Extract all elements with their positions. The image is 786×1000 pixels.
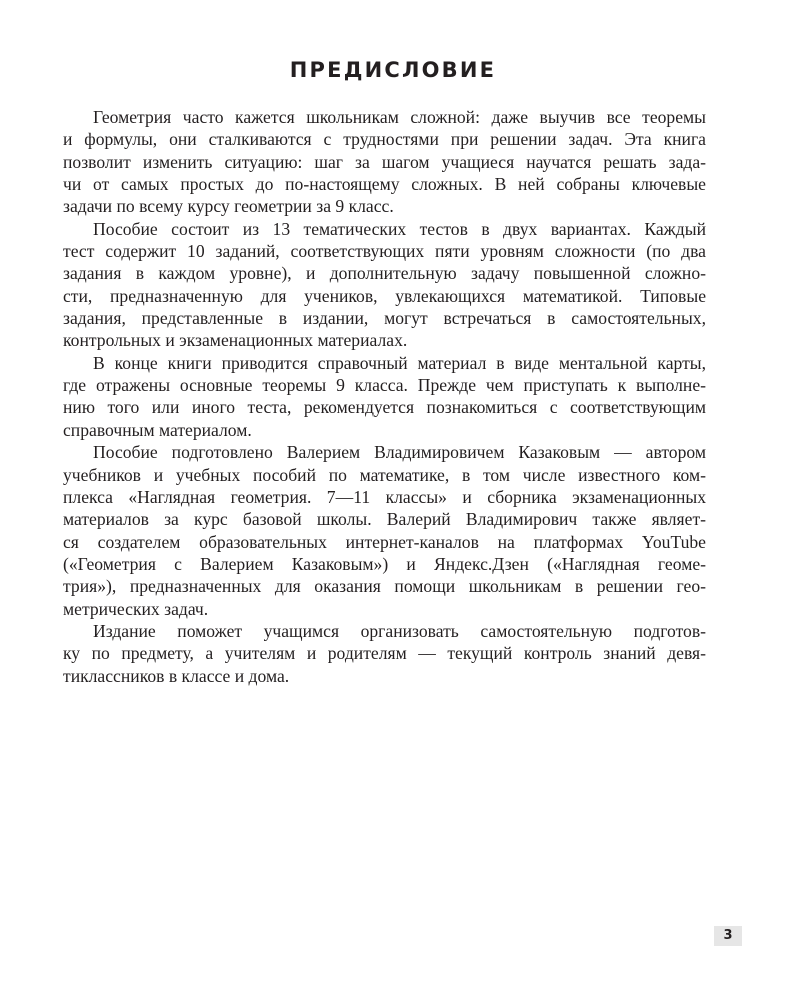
text-line: Пособие состоит из 13 тематических тестов в двух вариантах. Каждый xyxy=(93,218,706,239)
text-line: задачи по всему курсу геометрии за 9 класс. xyxy=(63,196,394,217)
paragraph xyxy=(63,218,706,352)
preface-body xyxy=(63,106,706,687)
text-line: сти, предназначенную для учеников, увлекающихся математикой. Типовые xyxy=(63,285,706,306)
text-line: справочным материалом. xyxy=(63,419,252,440)
text-line: метрических задач. xyxy=(63,598,209,619)
text-line: учебников и учебных пособий по математике, в том числе известного ком- xyxy=(63,464,706,485)
paragraph xyxy=(63,106,706,218)
text-line: позволит изменить ситуацию: шаг за шагом учащиеся научатся решать зада- xyxy=(63,151,706,172)
text-line: контрольных и экзаменационных материалах. xyxy=(63,330,408,351)
text-line: трия»), предназначенных для оказания помощи школьникам в решении гео- xyxy=(63,576,706,597)
paragraph xyxy=(63,441,706,620)
text-line: Издание поможет учащимся организовать самостоятельную подготов- xyxy=(93,620,706,641)
text-line: тест содержит 10 заданий, соответствующих пяти уровням сложности (по два xyxy=(63,241,706,262)
text-line: тиклассников в классе и дома. xyxy=(63,665,290,686)
text-line: ся создателем образовательных интернет-каналов на платформах YouTube xyxy=(63,531,706,552)
text-line: Геометрия часто кажется школьникам сложной: даже выучив все теоремы xyxy=(93,107,706,127)
paragraph xyxy=(63,352,706,441)
text-line: чи от самых простых до по-настоящему сложных. В ней собраны ключевые xyxy=(63,174,706,195)
text-line: и формулы, они сталкиваются с трудностями при решении задач. Эта книга xyxy=(63,129,706,150)
text-line: («Геометрия с Валерием Казаковым») и Яндекс.Дзен («Наглядная геоме- xyxy=(63,553,706,574)
text-line: задания, представленные в издании, могут встречаться в самостоятельных, xyxy=(63,308,706,329)
text-line: Пособие подготовлено Валерием Владимировичем Казаковым — автором xyxy=(93,442,706,463)
text-line: где отражены основные теоремы 9 класса. Прежде чем приступать к выполне- xyxy=(63,375,706,396)
text-line: материалов за курс базовой школы. Валерий Владимирович также являет- xyxy=(63,509,706,530)
page-title: ПРЕДИСЛОВИЕ xyxy=(289,58,497,82)
paragraph xyxy=(63,620,706,687)
text-line: плекса «Наглядная геометрия. 7—11 классы» и сборника экзаменационных xyxy=(63,486,706,507)
text-line: задания в каждом уровне), и дополнительную задачу повышенной сложно- xyxy=(63,263,706,284)
text-line: В конце книги приводится справочный материал в виде ментальной карты, xyxy=(93,352,706,373)
text-line: ку по предмету, а учителям и родителям — текущий контроль знаний девя- xyxy=(63,643,706,664)
page-number: 3 xyxy=(723,928,733,943)
page-number-badge xyxy=(714,926,742,946)
text-line: нию того или иного теста, рекомендуется познакомиться с соответствующим xyxy=(63,397,706,418)
